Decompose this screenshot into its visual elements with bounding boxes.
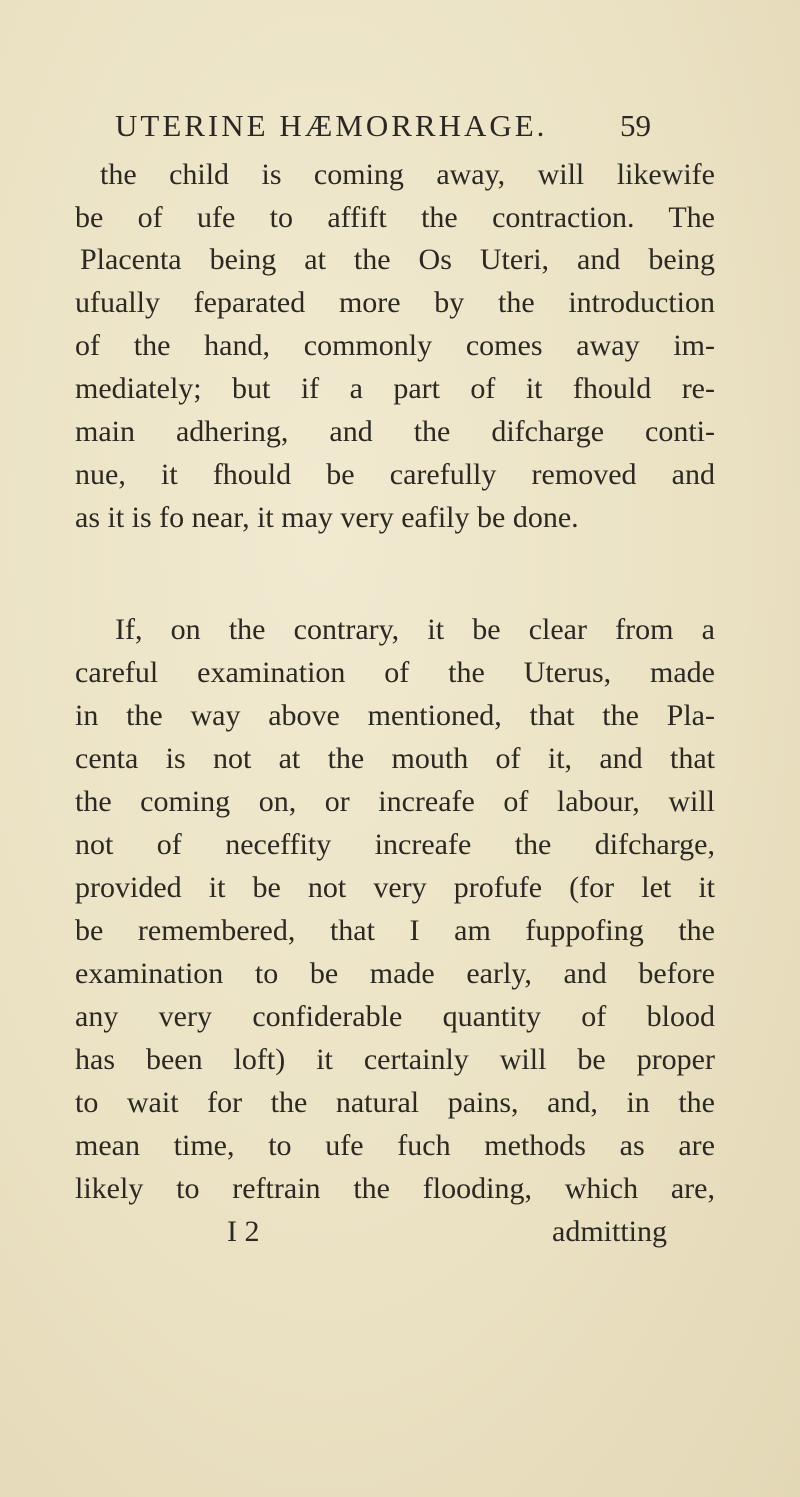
text-line: any very confiderable quantity of blood bbox=[75, 1000, 715, 1033]
running-title: UTERINE HÆMORRHAGE. bbox=[115, 108, 548, 143]
text-line: to wait for the natural pains, and, in the bbox=[75, 1086, 715, 1119]
text-line: of the hand, commonly comes away im- bbox=[75, 329, 715, 362]
text-line: as it is fo near, it may very eafily be done. bbox=[75, 501, 579, 534]
text-line: mean time, to ufe fuch methods as are bbox=[75, 1129, 715, 1162]
text-line: ufually feparated more by the introduction bbox=[75, 286, 715, 319]
text-line: the child is coming away, will likewife bbox=[100, 158, 715, 191]
text-line: likely to reftrain the flooding, which are, bbox=[75, 1172, 715, 1205]
text-line: has been loft) it certainly will be proper bbox=[75, 1043, 715, 1076]
text-line: careful examination of the Uterus, made bbox=[75, 656, 715, 689]
text-line: be remembered, that I am fuppofing the bbox=[75, 914, 715, 947]
text-line: not of neceffity increafe the difcharge, bbox=[75, 828, 715, 861]
signature-mark: I 2 bbox=[227, 1215, 260, 1248]
text-line: in the way above mentioned, that the Pla- bbox=[75, 699, 715, 732]
text-line: nue, it fhould be carefully removed and bbox=[75, 458, 715, 491]
text-line: If, on the contrary, it be clear from a bbox=[115, 613, 715, 646]
text-line: examination to be made early, and before bbox=[75, 957, 715, 990]
text-line: the coming on, or increafe of labour, will bbox=[75, 785, 715, 818]
text-line: mediately; but if a part of it fhould re- bbox=[75, 372, 715, 405]
text-line: main adhering, and the difcharge conti- bbox=[75, 415, 715, 448]
text-line: be of ufe to affift the contraction. The bbox=[75, 201, 715, 234]
page-number: 59 bbox=[620, 108, 651, 143]
text-line: centa is not at the mouth of it, and that bbox=[75, 742, 715, 775]
running-header bbox=[115, 108, 651, 144]
catchword: admitting bbox=[552, 1215, 667, 1248]
text-line: provided it be not very profufe (for let it bbox=[75, 871, 715, 904]
text-line: Placenta being at the Os Uteri, and being bbox=[80, 243, 715, 276]
